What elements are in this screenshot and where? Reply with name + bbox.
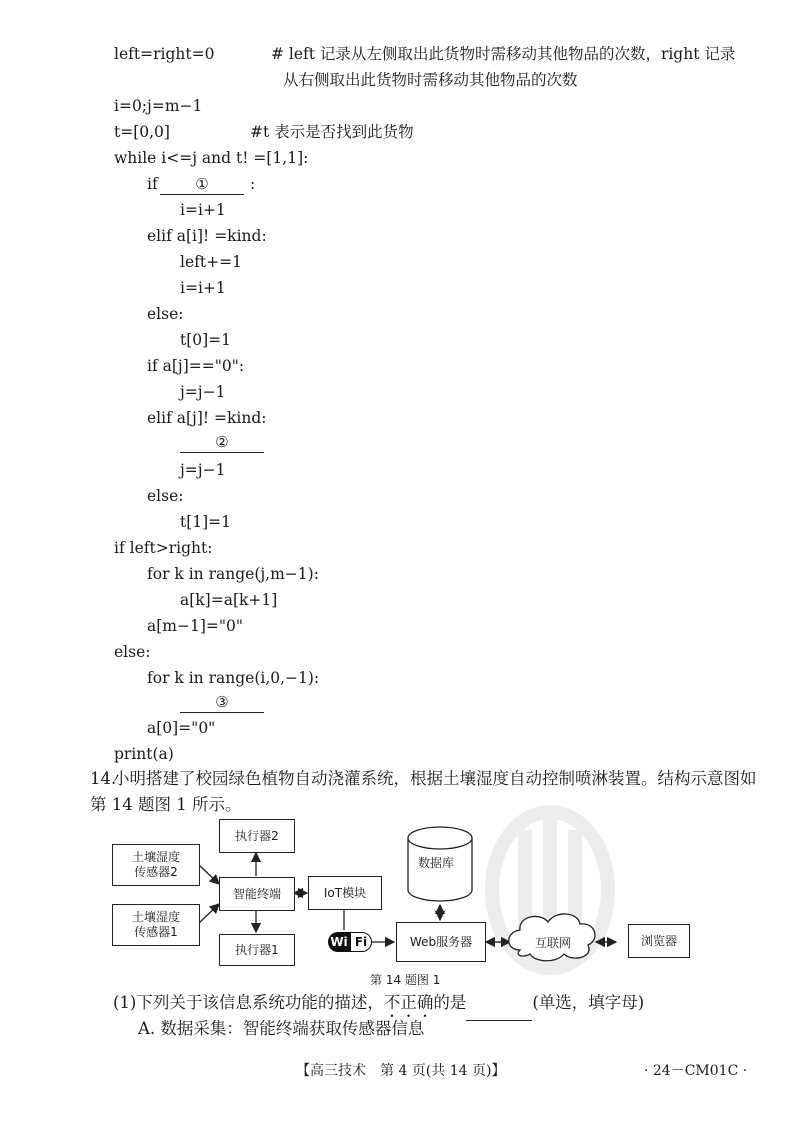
smart-terminal-box (219, 877, 295, 911)
code-line: elif a[i]! =kind: (147, 227, 267, 245)
code-line: i=0;j=m−1 (114, 97, 203, 115)
code-line: left+=1 (180, 253, 242, 271)
sub-question-suffix: 的是 (433, 993, 467, 1012)
browser-box (628, 924, 690, 958)
code-line: j=j−1 (180, 383, 226, 401)
code-line: if left>right: (114, 539, 213, 557)
code-line: t[0]=1 (180, 331, 232, 349)
sub-question-1 (113, 992, 644, 1021)
code-line: : (250, 175, 256, 193)
iot-module-box (308, 876, 382, 910)
option-a: A. 数据采集：智能终端获取传感器信息 (138, 1019, 425, 1038)
soil-sensor-2-label: 土壤湿度 传感器2 (131, 850, 180, 879)
question-text: 小明搭建了校园绿色植物自动浇灌系统，根据土壤湿度自动控制喷淋装置。结构示意图如 (113, 769, 757, 788)
code-line: a[k]=a[k+1] (180, 591, 278, 609)
code-line: a[0]="0" (147, 719, 216, 737)
sub-question-emphasis: 不正确 (383, 993, 434, 1012)
code-line: elif a[j]! =kind: (147, 409, 267, 427)
code-line: print(a) (114, 745, 174, 763)
soil-sensor-2-box (112, 844, 200, 886)
sub-question-tail: (单选，填字母) (532, 993, 645, 1012)
wifi-wi-text: Wi (328, 932, 350, 952)
code-line: t[1]=1 (180, 513, 232, 531)
code-line: t=[0,0] (114, 123, 170, 141)
answer-blank-1[interactable]: ① (160, 174, 244, 195)
code-line: else: (114, 643, 151, 661)
code-line: a[m−1]="0" (147, 617, 243, 635)
question-number: 14. (90, 769, 117, 788)
code-line: else: (147, 305, 184, 323)
code-line: left=right=0 (114, 45, 215, 63)
page-code: · 24－CM01C · (644, 1063, 748, 1079)
actuator-1-box (219, 934, 295, 966)
code-line: for k in range(j,m−1): (147, 565, 319, 583)
wifi-fi-text: Fi (350, 932, 372, 952)
sub-question-prefix: (1)下列关于该信息系统功能的描述， (113, 993, 384, 1012)
database-label: 数据库 (418, 856, 455, 870)
browser-label: 浏览器 (640, 933, 677, 948)
code-comment: #t 表示是否找到此货物 (250, 123, 414, 141)
answer-blank-q1[interactable] (466, 1002, 532, 1021)
soil-sensor-1-label: 土壤湿度 传感器1 (131, 910, 180, 939)
code-line: else: (147, 487, 184, 505)
code-line: if (147, 175, 158, 193)
actuator-2-label: 执行器2 (235, 828, 279, 843)
actuator-1-label: 执行器1 (235, 942, 279, 957)
code-comment: 从右侧取出此货物时需移动其他物品的次数 (283, 71, 578, 89)
iot-module-label: IoT模块 (323, 885, 367, 900)
answer-blank-2[interactable]: ② (180, 432, 264, 453)
figure-caption: 第 14 题图 1 (370, 973, 441, 987)
code-line: j=j−1 (180, 461, 226, 479)
internet-label: 互联网 (535, 936, 572, 950)
answer-blank-3[interactable]: ③ (180, 692, 264, 713)
code-line: for k in range(i,0,−1): (147, 669, 320, 687)
wifi-icon (328, 932, 372, 952)
smart-terminal-label: 智能终端 (232, 886, 281, 901)
web-server-box (396, 922, 486, 962)
code-line: while i<=j and t! =[1,1]: (114, 149, 309, 167)
code-comment: # left 记录从左侧取出此货物时需移动其他物品的次数，right 记录 (271, 45, 736, 63)
question-text: 第 14 题图 1 所示。 (90, 795, 242, 814)
page-footer: 【高三技术 第 4 页(共 14 页)】 (296, 1063, 506, 1079)
code-line: if a[j]=="0": (147, 357, 245, 375)
actuator-2-box (219, 819, 295, 853)
soil-sensor-1-box (112, 904, 200, 946)
code-line: i=i+1 (180, 201, 226, 219)
web-server-label: Web服务器 (409, 934, 473, 949)
code-line: i=i+1 (180, 279, 226, 297)
